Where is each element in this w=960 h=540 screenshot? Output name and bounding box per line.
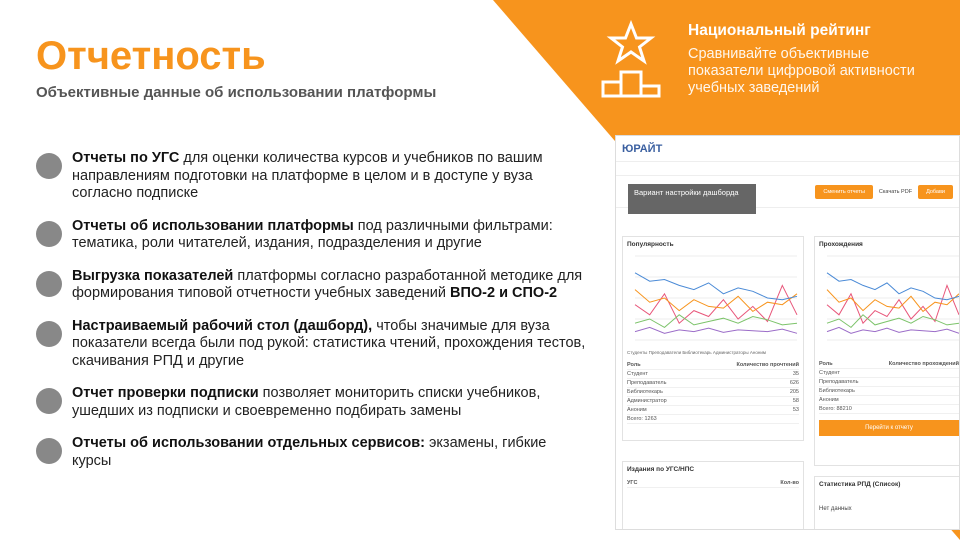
bullet-dot xyxy=(36,271,62,297)
cell: Аноним xyxy=(819,397,839,403)
series-line-Администраторы xyxy=(635,327,797,333)
urait-logo: ЮРАЙТ xyxy=(622,142,663,155)
item-text: под различными фильтрами: тематика, роли читателей, издания, подразделения и другие xyxy=(72,217,553,251)
item-bold: Отчеты об использовании отдельных сервисов: xyxy=(72,435,425,451)
cell: 35 xyxy=(792,371,799,377)
table-row xyxy=(627,388,799,397)
cell: 58 xyxy=(792,398,799,404)
item-bold: Настраиваемый рабочий стол (дашборд), xyxy=(72,317,373,334)
table-row xyxy=(627,370,799,379)
cell: Преподаватель xyxy=(627,380,667,386)
series-line-Студенты xyxy=(635,285,797,323)
cell: Всего: 1263 xyxy=(627,416,657,422)
item-bold: ВПО-2 и СПО-2 xyxy=(449,285,558,301)
rpd-stats-card xyxy=(814,476,960,530)
bullet-dot xyxy=(36,153,62,179)
dashboard-screenshot xyxy=(615,135,960,530)
cell: 205 xyxy=(789,389,799,395)
no-data-text: Нет данных xyxy=(819,506,852,512)
table-row xyxy=(819,369,959,378)
table-header xyxy=(819,360,959,369)
cell: Библиотекарь xyxy=(819,388,855,394)
feature-list xyxy=(36,150,586,485)
dashboard-tooltip: Вариант настройки дашборда xyxy=(628,184,756,214)
item-text: позволяет мониторить списки учебников, ушедших из подписки и своевременно подбирать замены xyxy=(72,385,541,419)
cell: 626 xyxy=(789,380,799,386)
cell: Аноним xyxy=(627,407,647,413)
table-total xyxy=(819,405,959,414)
cell: Студент xyxy=(627,371,648,377)
table-row xyxy=(819,396,959,405)
app-menu xyxy=(616,162,959,176)
app-header xyxy=(616,136,959,162)
table-total xyxy=(627,415,799,424)
table-row xyxy=(627,406,799,415)
list-item xyxy=(36,150,586,203)
add-button[interactable]: Добави xyxy=(918,185,953,199)
roles-table xyxy=(627,361,799,424)
popularity-chart xyxy=(627,248,799,348)
col-count: Количество прохождений xyxy=(888,361,959,367)
card-title: Популярность xyxy=(627,241,674,248)
completions-chart xyxy=(819,248,960,348)
cell: Преподаватель xyxy=(819,379,859,385)
card-title: Статистика РПД (Список) xyxy=(819,481,901,488)
completions-card xyxy=(814,236,960,466)
series-line-Библиотекарь xyxy=(827,315,959,328)
item-text: экзамены, гибкие курсы xyxy=(72,435,547,469)
table-header xyxy=(627,361,799,370)
download-pdf-button[interactable]: Скачать PDF xyxy=(878,188,913,195)
apply-reports-button[interactable]: Сменить отчеты xyxy=(815,185,873,199)
col-role: Роль xyxy=(819,361,833,367)
cell: Библиотекарь xyxy=(627,389,663,395)
national-rating-block xyxy=(597,20,957,120)
card-title: Прохождения xyxy=(819,241,863,248)
cell: Студент xyxy=(819,370,840,376)
bullet-dot xyxy=(36,221,62,247)
series-line-Администраторы xyxy=(827,327,959,333)
list-item xyxy=(36,218,586,253)
rating-title: Национальный рейтинг xyxy=(688,22,871,39)
col-ugs: УГС xyxy=(627,480,638,486)
col-count: Кол-во xyxy=(780,480,799,486)
item-bold: Выгрузка показателей xyxy=(72,267,234,284)
list-item xyxy=(36,268,586,303)
table-row xyxy=(627,397,799,406)
item-text: чтобы значимые для вуза показатели всегда были под рукой: статистика чтений, прохождения тестов, скачивания РПД и другие xyxy=(72,317,586,369)
bullet-dot xyxy=(36,438,62,464)
cell: Всего: 88210 xyxy=(819,406,852,412)
list-item xyxy=(36,435,586,470)
col-count: Количество прочтений xyxy=(736,362,799,368)
completions-table xyxy=(819,360,959,414)
item-bold: Отчеты об использовании платформы xyxy=(72,217,354,234)
ugs-editions-card xyxy=(622,461,804,530)
list-item xyxy=(36,318,586,371)
go-to-report-button[interactable]: Перейти к отчету xyxy=(819,420,959,436)
bullet-dot xyxy=(36,388,62,414)
cell: Администратор xyxy=(627,398,667,404)
series-line-Студенты xyxy=(827,285,959,323)
ugs-table xyxy=(627,479,799,488)
table-row xyxy=(819,378,959,387)
col-role: Роль xyxy=(627,362,641,368)
bullet-dot xyxy=(36,321,62,347)
item-bold: Отчет проверки подписки xyxy=(72,385,259,401)
page-subtitle: Объективные данные об использовании платформы xyxy=(36,84,437,101)
page-title: Отчетность xyxy=(36,34,266,78)
card-title: Издания по УГС/НПС xyxy=(627,466,695,473)
list-item xyxy=(36,385,586,420)
rating-text: Сравнивайте объективные показатели цифровой активности учебных заведений xyxy=(688,46,915,96)
trophy-podium-icon xyxy=(601,20,661,100)
table-row xyxy=(819,387,959,396)
table-row xyxy=(627,379,799,388)
item-bold: Отчеты по УГС xyxy=(72,150,180,166)
table-header xyxy=(627,479,799,488)
popularity-card xyxy=(622,236,804,441)
item-text: для оценки количества курсов и учебников по вашим направлениям подготовки на платформе в целом и в доступе у вуза согласно подписке xyxy=(72,150,543,201)
chart-legend: Студенты Преподаватели Библиотекарь Администраторы Аноним xyxy=(627,350,766,355)
item-text: платформы согласно разработанной методике для формирования типовой отчетности учебных заведений xyxy=(72,267,583,301)
series-line-Библиотекарь xyxy=(635,315,797,328)
cell: 53 xyxy=(792,407,799,413)
